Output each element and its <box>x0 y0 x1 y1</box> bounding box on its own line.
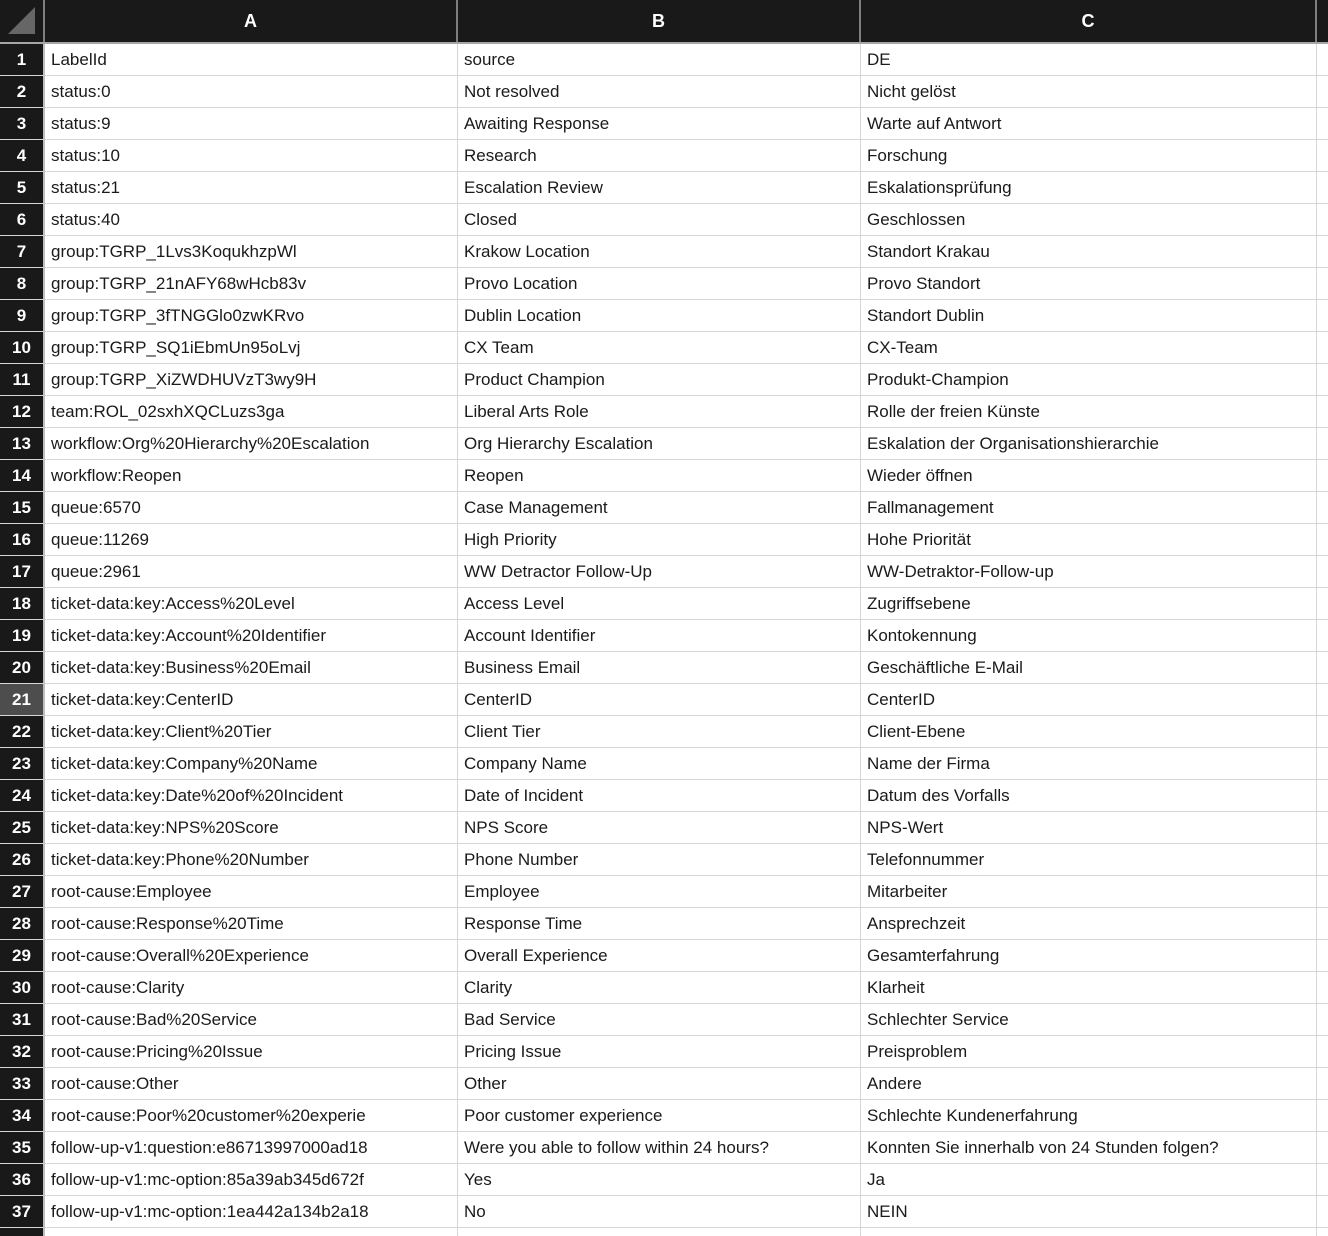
cell-d18-partial[interactable] <box>1317 588 1328 620</box>
row-header-27[interactable]: 27 <box>0 876 45 908</box>
cell-c14[interactable]: Wieder öffnen <box>861 460 1317 492</box>
table-row <box>0 652 1328 684</box>
cell-d25-partial[interactable] <box>1317 812 1328 844</box>
table-row <box>0 172 1328 204</box>
cell-b27[interactable]: Employee <box>458 876 861 908</box>
cell-c5[interactable]: Eskalationsprüfung <box>861 172 1317 204</box>
cell-a38-partial[interactable] <box>45 1228 458 1236</box>
table-row <box>0 684 1328 716</box>
cell-a17[interactable]: queue:2961 <box>45 556 458 588</box>
row-header-18[interactable]: 18 <box>0 588 45 620</box>
cell-d20-partial[interactable] <box>1317 652 1328 684</box>
cell-d5-partial[interactable] <box>1317 172 1328 204</box>
cell-a32[interactable]: root-cause:Pricing%20Issue <box>45 1036 458 1068</box>
cell-b7[interactable]: Krakow Location <box>458 236 861 268</box>
cell-c7[interactable]: Standort Krakau <box>861 236 1317 268</box>
cell-a13[interactable]: workflow:Org%20Hierarchy%20Escalation <box>45 428 458 460</box>
table-row <box>0 620 1328 652</box>
table-row <box>0 1132 1328 1164</box>
cell-a33[interactable]: root-cause:Other <box>45 1068 458 1100</box>
table-row <box>0 908 1328 940</box>
row-header-31[interactable]: 31 <box>0 1004 45 1036</box>
cell-a19[interactable]: ticket-data:key:Account%20Identifier <box>45 620 458 652</box>
cell-b32[interactable]: Pricing Issue <box>458 1036 861 1068</box>
cell-d14-partial[interactable] <box>1317 460 1328 492</box>
row-header-7[interactable]: 7 <box>0 236 45 268</box>
row-header-3[interactable]: 3 <box>0 108 45 140</box>
cell-c6[interactable]: Geschlossen <box>861 204 1317 236</box>
table-row <box>0 1196 1328 1228</box>
row-header-22[interactable]: 22 <box>0 716 45 748</box>
row-header-37[interactable]: 37 <box>0 1196 45 1228</box>
cell-c35[interactable]: Konnten Sie innerhalb von 24 Stunden folgen? <box>861 1132 1317 1164</box>
cell-c3[interactable]: Warte auf Antwort <box>861 108 1317 140</box>
cell-a24[interactable]: ticket-data:key:Date%20of%20Incident <box>45 780 458 812</box>
cell-d17-partial[interactable] <box>1317 556 1328 588</box>
table-row <box>0 556 1328 588</box>
cell-d34-partial[interactable] <box>1317 1100 1328 1132</box>
cell-c27[interactable]: Mitarbeiter <box>861 876 1317 908</box>
cell-b21[interactable]: CenterID <box>458 684 861 716</box>
row-header-23[interactable]: 23 <box>0 748 45 780</box>
row-header-1[interactable]: 1 <box>0 44 45 76</box>
table-row <box>0 1068 1328 1100</box>
table-row <box>0 588 1328 620</box>
cell-c9[interactable]: Standort Dublin <box>861 300 1317 332</box>
cell-a7[interactable]: group:TGRP_1Lvs3KoqukhzpWl <box>45 236 458 268</box>
cell-c36[interactable]: Ja <box>861 1164 1317 1196</box>
cell-a2[interactable]: status:0 <box>45 76 458 108</box>
cell-b15[interactable]: Case Management <box>458 492 861 524</box>
cell-d15-partial[interactable] <box>1317 492 1328 524</box>
cell-c2[interactable]: Nicht gelöst <box>861 76 1317 108</box>
cell-b20[interactable]: Business Email <box>458 652 861 684</box>
cell-b2[interactable]: Not resolved <box>458 76 861 108</box>
row-header-19[interactable]: 19 <box>0 620 45 652</box>
cell-b12[interactable]: Liberal Arts Role <box>458 396 861 428</box>
table-row <box>0 972 1328 1004</box>
cell-d16-partial[interactable] <box>1317 524 1328 556</box>
cell-d36-partial[interactable] <box>1317 1164 1328 1196</box>
cell-d24-partial[interactable] <box>1317 780 1328 812</box>
cell-c15[interactable]: Fallmanagement <box>861 492 1317 524</box>
cell-b11[interactable]: Product Champion <box>458 364 861 396</box>
cell-c20[interactable]: Geschäftliche E-Mail <box>861 652 1317 684</box>
table-row <box>0 780 1328 812</box>
cell-b31[interactable]: Bad Service <box>458 1004 861 1036</box>
row-header-33[interactable]: 33 <box>0 1068 45 1100</box>
table-row <box>0 364 1328 396</box>
cell-d35-partial[interactable] <box>1317 1132 1328 1164</box>
cell-d9-partial[interactable] <box>1317 300 1328 332</box>
cell-a25[interactable]: ticket-data:key:NPS%20Score <box>45 812 458 844</box>
cell-b5[interactable]: Escalation Review <box>458 172 861 204</box>
cell-a23[interactable]: ticket-data:key:Company%20Name <box>45 748 458 780</box>
cell-c12[interactable]: Rolle der freien Künste <box>861 396 1317 428</box>
table-row-partial <box>0 1228 1328 1236</box>
cell-b33[interactable]: Other <box>458 1068 861 1100</box>
row-header-8[interactable]: 8 <box>0 268 45 300</box>
cell-c33[interactable]: Andere <box>861 1068 1317 1100</box>
row-header-35[interactable]: 35 <box>0 1132 45 1164</box>
cell-a21[interactable]: ticket-data:key:CenterID <box>45 684 458 716</box>
cell-a36[interactable]: follow-up-v1:mc-option:85a39ab345d672f <box>45 1164 458 1196</box>
table-row <box>0 204 1328 236</box>
cell-d3-partial[interactable] <box>1317 108 1328 140</box>
cell-b6[interactable]: Closed <box>458 204 861 236</box>
row-header-30[interactable]: 30 <box>0 972 45 1004</box>
cell-b37[interactable]: No <box>458 1196 861 1228</box>
cell-c13[interactable]: Eskalation der Organisationshierarchie <box>861 428 1317 460</box>
table-row <box>0 1164 1328 1196</box>
table-row <box>0 108 1328 140</box>
select-all-triangle-icon <box>8 7 35 34</box>
row-header-20[interactable]: 20 <box>0 652 45 684</box>
column-header-d-partial[interactable] <box>1317 0 1328 42</box>
row-header-15[interactable]: 15 <box>0 492 45 524</box>
row-header-4[interactable]: 4 <box>0 140 45 172</box>
cell-d38-partial[interactable] <box>1317 1228 1328 1236</box>
cell-a5[interactable]: status:21 <box>45 172 458 204</box>
row-header-17[interactable]: 17 <box>0 556 45 588</box>
cell-b8[interactable]: Provo Location <box>458 268 861 300</box>
cell-c21[interactable]: CenterID <box>861 684 1317 716</box>
cell-b17[interactable]: WW Detractor Follow-Up <box>458 556 861 588</box>
cell-d19-partial[interactable] <box>1317 620 1328 652</box>
cell-a20[interactable]: ticket-data:key:Business%20Email <box>45 652 458 684</box>
cell-d29-partial[interactable] <box>1317 940 1328 972</box>
cell-a9[interactable]: group:TGRP_3fTNGGlo0zwKRvo <box>45 300 458 332</box>
cell-d2-partial[interactable] <box>1317 76 1328 108</box>
row-header-38-partial[interactable] <box>0 1228 45 1236</box>
table-row <box>0 428 1328 460</box>
cell-c8[interactable]: Provo Standort <box>861 268 1317 300</box>
cell-a1[interactable]: LabelId <box>45 44 458 76</box>
cell-c29[interactable]: Gesamterfahrung <box>861 940 1317 972</box>
cell-a15[interactable]: queue:6570 <box>45 492 458 524</box>
cell-a22[interactable]: ticket-data:key:Client%20Tier <box>45 716 458 748</box>
cell-b19[interactable]: Account Identifier <box>458 620 861 652</box>
cell-c11[interactable]: Produkt-Champion <box>861 364 1317 396</box>
cell-a12[interactable]: team:ROL_02sxhXQCLuzs3ga <box>45 396 458 428</box>
table-row <box>0 332 1328 364</box>
row-header-13[interactable]: 13 <box>0 428 45 460</box>
cell-c23[interactable]: Name der Firma <box>861 748 1317 780</box>
cell-d22-partial[interactable] <box>1317 716 1328 748</box>
cell-c25[interactable]: NPS-Wert <box>861 812 1317 844</box>
cell-d32-partial[interactable] <box>1317 1036 1328 1068</box>
cell-c24[interactable]: Datum des Vorfalls <box>861 780 1317 812</box>
cell-b9[interactable]: Dublin Location <box>458 300 861 332</box>
table-row <box>0 716 1328 748</box>
table-row <box>0 876 1328 908</box>
cell-a3[interactable]: status:9 <box>45 108 458 140</box>
cell-c18[interactable]: Zugriffsebene <box>861 588 1317 620</box>
table-row <box>0 460 1328 492</box>
column-header-b[interactable]: B <box>458 0 861 42</box>
column-header-a[interactable]: A <box>45 0 458 42</box>
cell-c22[interactable]: Client-Ebene <box>861 716 1317 748</box>
cell-a31[interactable]: root-cause:Bad%20Service <box>45 1004 458 1036</box>
cell-a27[interactable]: root-cause:Employee <box>45 876 458 908</box>
cell-c34[interactable]: Schlechte Kundenerfahrung <box>861 1100 1317 1132</box>
cell-d33-partial[interactable] <box>1317 1068 1328 1100</box>
cell-c19[interactable]: Kontokennung <box>861 620 1317 652</box>
cell-b25[interactable]: NPS Score <box>458 812 861 844</box>
cell-b22[interactable]: Client Tier <box>458 716 861 748</box>
cell-d11-partial[interactable] <box>1317 364 1328 396</box>
column-header-c[interactable]: C <box>861 0 1317 42</box>
cell-c1[interactable]: DE <box>861 44 1317 76</box>
select-all-corner[interactable] <box>0 0 45 42</box>
cell-b1[interactable]: source <box>458 44 861 76</box>
row-header-2[interactable]: 2 <box>0 76 45 108</box>
cell-c10[interactable]: CX-Team <box>861 332 1317 364</box>
cell-c32[interactable]: Preisproblem <box>861 1036 1317 1068</box>
row-header-36[interactable]: 36 <box>0 1164 45 1196</box>
cell-a26[interactable]: ticket-data:key:Phone%20Number <box>45 844 458 876</box>
cell-a11[interactable]: group:TGRP_XiZWDHUVzT3wy9H <box>45 364 458 396</box>
cell-a4[interactable]: status:10 <box>45 140 458 172</box>
cell-b4[interactable]: Research <box>458 140 861 172</box>
cell-c37[interactable]: NEIN <box>861 1196 1317 1228</box>
table-row <box>0 268 1328 300</box>
cell-b23[interactable]: Company Name <box>458 748 861 780</box>
cell-d7-partial[interactable] <box>1317 236 1328 268</box>
table-row <box>0 140 1328 172</box>
cell-b18[interactable]: Access Level <box>458 588 861 620</box>
cell-b24[interactable]: Date of Incident <box>458 780 861 812</box>
cell-c4[interactable]: Forschung <box>861 140 1317 172</box>
cell-d12-partial[interactable] <box>1317 396 1328 428</box>
cell-d28-partial[interactable] <box>1317 908 1328 940</box>
table-row <box>0 236 1328 268</box>
cell-b3[interactable]: Awaiting Response <box>458 108 861 140</box>
table-row <box>0 812 1328 844</box>
cell-a16[interactable]: queue:11269 <box>45 524 458 556</box>
cell-d31-partial[interactable] <box>1317 1004 1328 1036</box>
cell-b35[interactable]: Were you able to follow within 24 hours? <box>458 1132 861 1164</box>
cell-c38-partial[interactable] <box>861 1228 1317 1236</box>
cell-b16[interactable]: High Priority <box>458 524 861 556</box>
cell-a10[interactable]: group:TGRP_SQ1iEbmUn95oLvj <box>45 332 458 364</box>
table-row <box>0 1004 1328 1036</box>
cell-a6[interactable]: status:40 <box>45 204 458 236</box>
row-header-25[interactable]: 25 <box>0 812 45 844</box>
row-header-29[interactable]: 29 <box>0 940 45 972</box>
cell-b29[interactable]: Overall Experience <box>458 940 861 972</box>
cell-b26[interactable]: Phone Number <box>458 844 861 876</box>
table-row <box>0 492 1328 524</box>
cell-d27-partial[interactable] <box>1317 876 1328 908</box>
cell-a37[interactable]: follow-up-v1:mc-option:1ea442a134b2a18 <box>45 1196 458 1228</box>
row-header-16[interactable]: 16 <box>0 524 45 556</box>
cell-a35[interactable]: follow-up-v1:question:e86713997000ad18 <box>45 1132 458 1164</box>
cell-c30[interactable]: Klarheit <box>861 972 1317 1004</box>
row-header-6[interactable]: 6 <box>0 204 45 236</box>
cell-a30[interactable]: root-cause:Clarity <box>45 972 458 1004</box>
cell-b13[interactable]: Org Hierarchy Escalation <box>458 428 861 460</box>
row-header-32[interactable]: 32 <box>0 1036 45 1068</box>
table-row <box>0 748 1328 780</box>
grid-rows <box>0 44 1328 1236</box>
row-header-9[interactable]: 9 <box>0 300 45 332</box>
table-row <box>0 44 1328 76</box>
cell-d10-partial[interactable] <box>1317 332 1328 364</box>
cell-d6-partial[interactable] <box>1317 204 1328 236</box>
cell-b14[interactable]: Reopen <box>458 460 861 492</box>
cell-d37-partial[interactable] <box>1317 1196 1328 1228</box>
column-headers <box>0 0 1328 44</box>
row-header-10[interactable]: 10 <box>0 332 45 364</box>
cell-b38-partial[interactable] <box>458 1228 861 1236</box>
cell-d4-partial[interactable] <box>1317 140 1328 172</box>
table-row <box>0 524 1328 556</box>
cell-a34[interactable]: root-cause:Poor%20customer%20experie <box>45 1100 458 1132</box>
row-header-5[interactable]: 5 <box>0 172 45 204</box>
cell-b36[interactable]: Yes <box>458 1164 861 1196</box>
cell-a8[interactable]: group:TGRP_21nAFY68wHcb83v <box>45 268 458 300</box>
table-row <box>0 940 1328 972</box>
table-row <box>0 396 1328 428</box>
row-header-11[interactable]: 11 <box>0 364 45 396</box>
cell-b34[interactable]: Poor customer experience <box>458 1100 861 1132</box>
row-header-12[interactable]: 12 <box>0 396 45 428</box>
cell-d13-partial[interactable] <box>1317 428 1328 460</box>
cell-d8-partial[interactable] <box>1317 268 1328 300</box>
cell-b30[interactable]: Clarity <box>458 972 861 1004</box>
table-row <box>0 1036 1328 1068</box>
cell-c16[interactable]: Hohe Priorität <box>861 524 1317 556</box>
table-row <box>0 1100 1328 1132</box>
row-header-21[interactable]: 21 <box>0 684 45 716</box>
cell-b28[interactable]: Response Time <box>458 908 861 940</box>
cell-c31[interactable]: Schlechter Service <box>861 1004 1317 1036</box>
cell-c17[interactable]: WW-Detraktor-Follow-up <box>861 556 1317 588</box>
cell-a18[interactable]: ticket-data:key:Access%20Level <box>45 588 458 620</box>
row-header-24[interactable]: 24 <box>0 780 45 812</box>
table-row <box>0 300 1328 332</box>
cell-d26-partial[interactable] <box>1317 844 1328 876</box>
cell-c28[interactable]: Ansprechzeit <box>861 908 1317 940</box>
cell-a29[interactable]: root-cause:Overall%20Experience <box>45 940 458 972</box>
cell-a14[interactable]: workflow:Reopen <box>45 460 458 492</box>
cell-b10[interactable]: CX Team <box>458 332 861 364</box>
table-row <box>0 76 1328 108</box>
cell-d30-partial[interactable] <box>1317 972 1328 1004</box>
row-header-28[interactable]: 28 <box>0 908 45 940</box>
table-row <box>0 844 1328 876</box>
cell-a28[interactable]: root-cause:Response%20Time <box>45 908 458 940</box>
row-header-26[interactable]: 26 <box>0 844 45 876</box>
cell-c26[interactable]: Telefonnummer <box>861 844 1317 876</box>
row-header-34[interactable]: 34 <box>0 1100 45 1132</box>
cell-d21-partial[interactable] <box>1317 684 1328 716</box>
cell-d23-partial[interactable] <box>1317 748 1328 780</box>
cell-d1-partial[interactable] <box>1317 44 1328 76</box>
row-header-14[interactable]: 14 <box>0 460 45 492</box>
